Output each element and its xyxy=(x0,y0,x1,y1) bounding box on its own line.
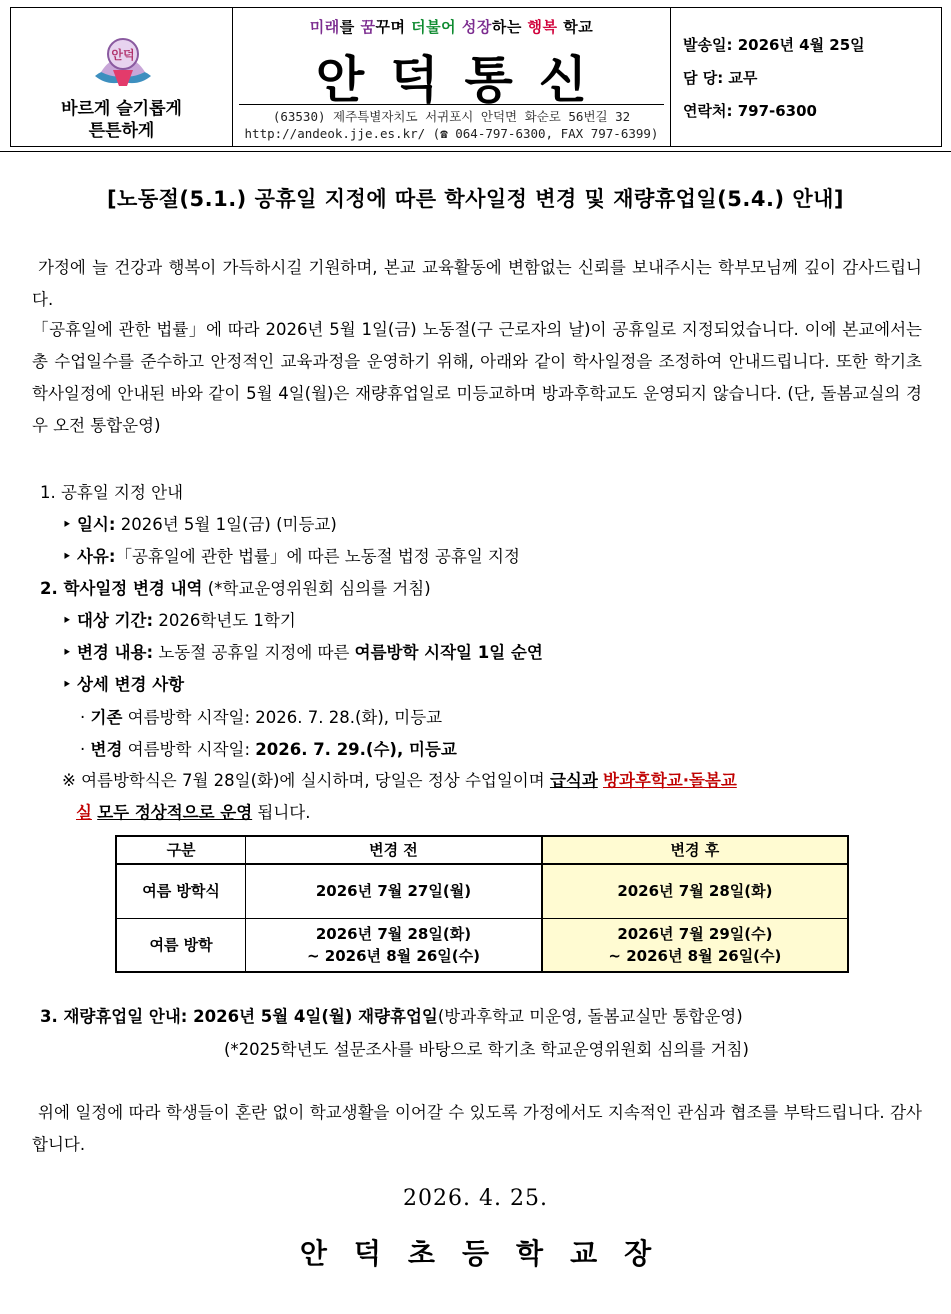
newsletter-header xyxy=(10,7,942,147)
column-header: 구분 xyxy=(116,836,246,864)
after-cell: 2026년 7월 28일(화) xyxy=(542,864,848,918)
school-slogan xyxy=(233,16,670,37)
bullet-icon: ‣ xyxy=(62,675,77,694)
logo-cell xyxy=(11,8,233,146)
phone: 연락처: 797-6300 xyxy=(683,102,817,120)
slogan-part: 를 xyxy=(339,18,361,36)
bullet-icon: ‣ xyxy=(62,547,77,566)
document-date: 2026. 4. 25. xyxy=(403,1186,548,1211)
school-address: (63530) 제주특별자치도 서귀포시 안덕면 화순로 56번길 32 http://andeok.jje.es.kr/ (☎ 064-797-6300, FAX 797-6399) xyxy=(244,109,659,141)
slogan-part: 하는 xyxy=(491,18,528,36)
operation-note: ※ 여름방학식은 7월 28일(화)에 실시하며, 당일은 정상 수업일이며 급식과 방과후학교·돌봄교 xyxy=(62,771,737,790)
school-emblem-icon xyxy=(87,26,159,98)
section-2-change: ‣ 변경 내용: 노동절 공휴일 지정에 따른 여름방학 시작일 1일 순연 xyxy=(62,643,543,662)
schedule-change-table xyxy=(115,835,849,973)
slogan-part: 꿈 xyxy=(360,18,376,36)
slogan-part: 성장 xyxy=(461,18,492,36)
column-header: 변경 후 xyxy=(542,836,848,864)
masthead-cell xyxy=(233,8,671,146)
manager: 담 당: 교무 xyxy=(683,69,758,87)
newsletter-name: 안덕통신 xyxy=(315,50,614,109)
row-label: 여름 방학 xyxy=(116,918,246,972)
document-title: [노동절(5.1.) 공휴일 지정에 따른 학사일정 변경 및 재량휴업일(5.4.) 안내] xyxy=(106,187,845,211)
operation-note-cont: 실 모두 정상적으로 운영 됩니다. xyxy=(76,803,311,822)
section-2-detail-heading: ‣ 상세 변경 사항 xyxy=(62,675,185,694)
before-cell: 2026년 7월 27일(월) xyxy=(246,864,542,918)
school-motto: 바르게 슬기롭게 튼튼하게 xyxy=(61,99,182,141)
closing-paragraph: 위에 일정에 따라 학생들이 혼란 없이 학교생활을 이어갈 수 있도록 가정에서도 지속적인 관심과 협조를 부탁드립니다. 감사합니다. xyxy=(32,1103,922,1154)
row-label: 여름 방학식 xyxy=(116,864,246,918)
section-1-heading: 1. 공휴일 지정 안내 xyxy=(40,483,184,502)
table-row xyxy=(116,864,848,918)
section-2-period: ‣ 대상 기간: 2026학년도 1학기 xyxy=(62,611,296,630)
section-3-note: (*2025학년도 설문조사를 바탕으로 학기초 학교운영위원회 심의를 거침) xyxy=(224,1040,749,1059)
bullet-icon: ‣ xyxy=(62,643,77,662)
slogan-part: 미래 xyxy=(309,18,340,36)
notice-paragraph: 「공휴일에 관한 법률」에 따라 2026년 5월 1일(금) 노동절(구 근로자의 날)이 공휴일로 지정되었습니다. 이에 본교에서는 총 수업일수를 준수하고 안정적인 교육과정을 운영하기 위해, 아래와 같이 학사일정을 조정하여 안내드립니다. 또한 학기초 학사일정에 안내된 바와 같이 5월 4일(월)은 재량휴업일로 미등교하며 방과후학교도 운영되지 않습니다. (단, 돌봄교실의 경우 오전 통합운영) xyxy=(32,320,922,435)
before-cell: 2026년 7월 28일(화) ~ 2026년 8월 26일(수) xyxy=(246,918,542,972)
header-divider xyxy=(0,151,951,152)
section-1-date: ‣ 일시: 2026년 5월 1일(금) (미등교) xyxy=(62,515,337,534)
bullet-icon: ‣ xyxy=(62,611,77,630)
after-cell: 2026년 7월 29일(수) ~ 2026년 8월 26일(수) xyxy=(542,918,848,972)
issue-date: 발송일: 2026년 4월 25일 xyxy=(683,36,865,54)
slogan-part: 더불어 xyxy=(411,18,462,36)
principal-signature: 안덕초등학교장 xyxy=(299,1237,679,1270)
svg-text:안덕: 안덕 xyxy=(111,48,135,62)
column-header: 변경 전 xyxy=(246,836,542,864)
detail-after: · 변경 여름방학 시작일: 2026. 7. 29.(수), 미등교 xyxy=(80,740,457,759)
table-header-row xyxy=(116,836,848,864)
issue-info-cell xyxy=(671,8,941,146)
section-2-heading: 2. 학사일정 변경 내역 (*학교운영위원회 심의를 거침) xyxy=(40,579,431,598)
section-3-heading: 3. 재량휴업일 안내: 2026년 5월 4일(월) 재량휴업일(방과후학교 미운영, 돌봄교실만 통합운영) xyxy=(40,1007,743,1026)
table-row xyxy=(116,918,848,972)
slogan-part: 학교 xyxy=(557,18,594,36)
bullet-icon: ‣ xyxy=(62,515,77,534)
detail-before: · 기존 여름방학 시작일: 2026. 7. 28.(화), 미등교 xyxy=(80,708,443,727)
greeting-paragraph: 가정에 늘 건강과 행복이 가득하시길 기원하며, 본교 교육활동에 변함없는 신뢰를 보내주시는 학부모님께 깊이 감사드립니다. xyxy=(32,258,922,309)
section-1-reason: ‣ 사유:「공휴일에 관한 법률」에 따른 노동절 법정 공휴일 지정 xyxy=(62,547,520,566)
slogan-part: 꾸며 xyxy=(375,18,412,36)
slogan-part: 행복 xyxy=(527,18,558,36)
divider xyxy=(239,104,664,105)
